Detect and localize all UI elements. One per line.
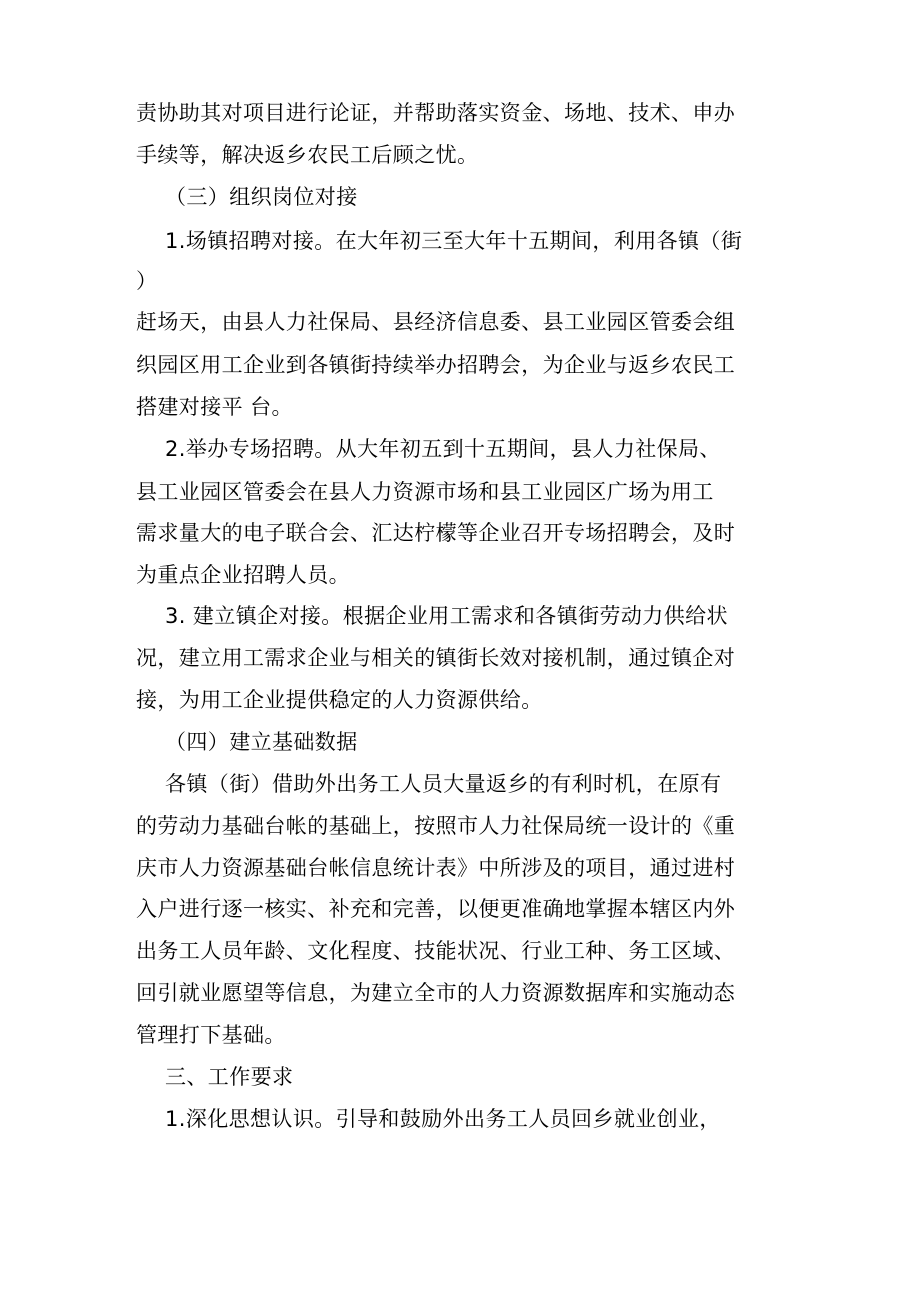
text-line: 县工业园区管委会在县人力资源市场和县工业园区广场为用工 — [136, 480, 714, 504]
section-heading: （三）组织岗位对接 — [165, 185, 358, 209]
text-line: 接，为用工企业提供稳定的人力资源供给。 — [136, 688, 543, 712]
text-line: ） — [136, 269, 158, 293]
section-heading: 三、工作要求 — [165, 1065, 294, 1089]
text-line: 回引就业愿望等信息，为建立全市的人力资源数据库和实施动态 — [136, 981, 736, 1005]
section-heading: （四）建立基础数据 — [165, 730, 358, 754]
text-line: 入户进行逐一核实、补充和完善，以便更准确地掌握本辖区内外 — [136, 897, 736, 921]
text-line: 为重点企业招聘人员。 — [136, 563, 350, 587]
text-line: 需求量大的电子联合会、汇达柠檬等企业召开专场招聘会，及时 — [136, 521, 736, 545]
text-line: 各镇（街）借助外出务工人员大量返乡的有利时机，在原有 — [165, 772, 722, 796]
text-line: 织园区用工企业到各镇街持续举办招聘会，为企业与返乡农民工 — [136, 353, 736, 377]
text-line: 1.深化思想认识。引导和鼓励外出务工人员回乡就业创业， — [165, 1107, 721, 1131]
text-line: 2.举办专场招聘。从大年初五到十五期间，县人力社保局、 — [165, 437, 721, 461]
text-line: 赶场天，由县人力社保局、县经济信息委、县工业园区管委会组 — [136, 310, 736, 334]
text-line: 3. 建立镇企对接。根据企业用工需求和各镇街劳动力供给状 — [165, 604, 728, 628]
text-line: 手续等，解决返乡农民工后顾之忧。 — [136, 143, 479, 167]
text-line: 1.场镇招聘对接。在大年初三至大年十五期间，利用各镇（街 — [165, 229, 743, 253]
text-line: 况，建立用工需求企业与相关的镇街长效对接机制，通过镇企对 — [136, 646, 736, 670]
text-line: 出务工人员年龄、文化程度、技能状况、行业工种、务工区域、 — [136, 939, 736, 963]
text-line: 责协助其对项目进行论证，并帮助落实资金、场地、技术、申办 — [136, 101, 736, 125]
text-line: 庆市人力资源基础台帐信息统计表》中所涉及的项目，通过进村 — [136, 856, 736, 880]
text-line: 的劳动力基础台帐的基础上，按照市人力社保局统一设计的《重 — [136, 814, 736, 838]
text-line: 搭建对接平 台。 — [136, 395, 293, 419]
text-line: 管理打下基础。 — [136, 1023, 286, 1047]
